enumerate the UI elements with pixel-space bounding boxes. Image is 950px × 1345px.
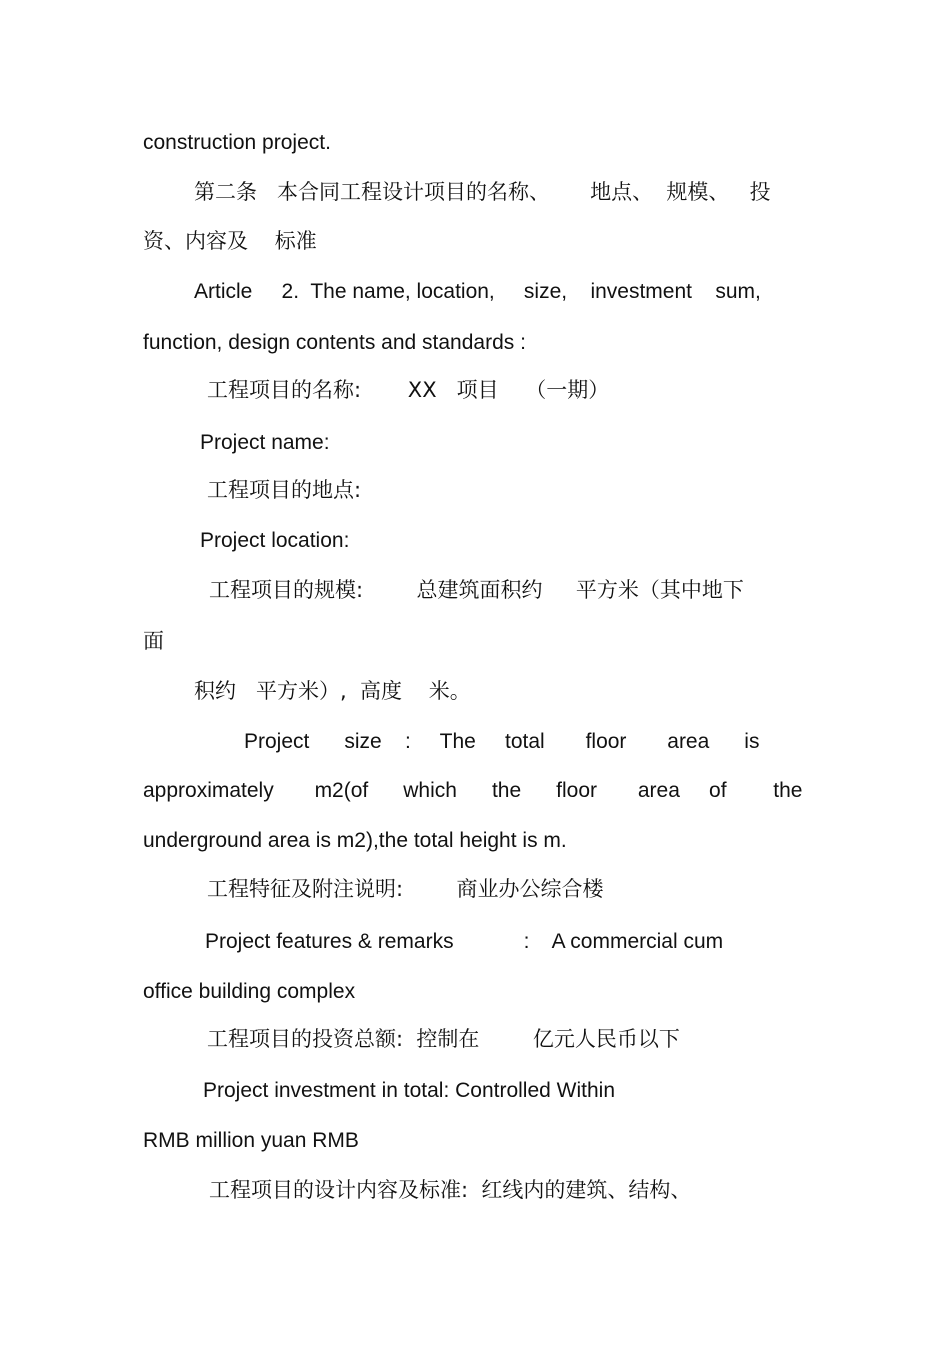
text-line-8: 工程项目的地点: [207,478,362,502]
text-line-19: 工程项目的投资总额: 控制在 亿元人民币以下 [207,1027,680,1051]
text-line-15: underground area is m2),the total height is m. [143,829,567,852]
text-line-14: approximately m2(of which the floor area of the [143,779,803,802]
text-line-9: Project location: [200,529,350,552]
text-line-17: Project features & remarks : A commercial cum [205,930,724,953]
text-line-5: function, design contents and standards : [143,331,526,354]
text-line-21: RMB million yuan RMB [143,1129,359,1152]
text-line-1: construction project. [143,131,331,154]
text-line-6: 工程项目的名称: XX 项目 （一期） [207,378,610,402]
text-line-2: 第二条 本合同工程设计项目的名称、 地点、 规模、 投 [194,180,771,204]
text-line-10: 工程项目的规模: 总建筑面积约 平方米（其中地下 [209,578,744,602]
text-line-11: 面 [143,629,164,653]
text-line-4: Article 2. The name, location, size, investment sum, [194,280,761,303]
text-line-7: Project name: [200,431,330,454]
text-line-22: 工程项目的设计内容及标准: 红线内的建筑、结构、 [209,1178,692,1202]
text-line-16: 工程特征及附注说明: 商业办公综合楼 [207,877,604,901]
text-line-12: 积约 平方米）, 高度 米。 [194,679,471,703]
text-line-3: 资、内容及 标准 [143,229,317,253]
text-line-13: Project size : The total floor area is [244,730,760,753]
text-line-20: Project investment in total: Controlled Within [203,1079,616,1102]
text-line-18: office building complex [143,980,356,1003]
